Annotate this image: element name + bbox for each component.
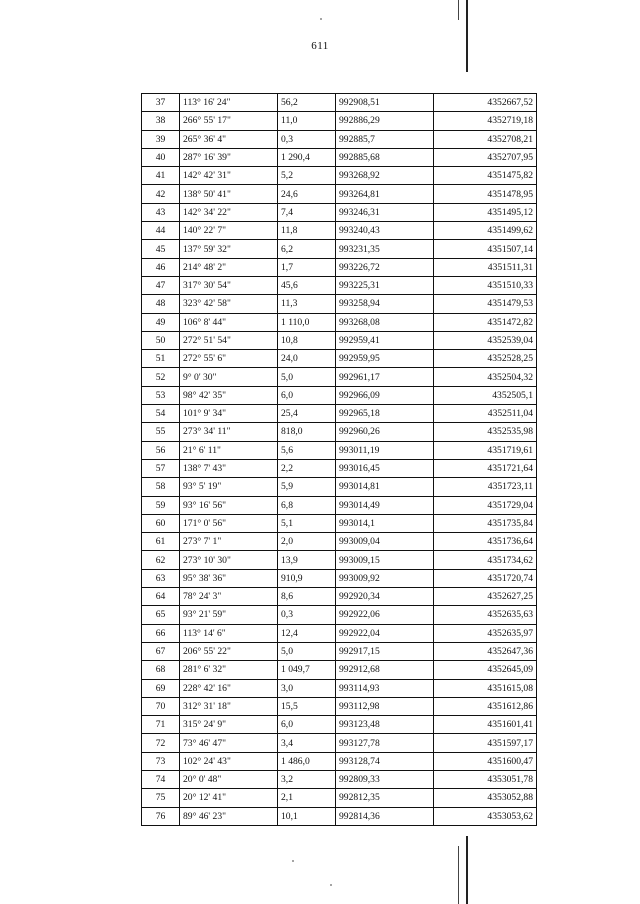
table-row (142, 807, 537, 825)
y-coordinate-cell: 4351597,17 (434, 734, 537, 752)
segment-length-cell: 45,6 (278, 276, 336, 294)
y-coordinate-cell: 4353051,78 (434, 770, 537, 788)
segment-length-cell: 1 110,0 (278, 313, 336, 331)
point-number-cell: 56 (142, 441, 180, 459)
bearing-angle-cell: 281° 6' 32" (180, 661, 278, 679)
x-coordinate-cell: 993011,19 (336, 441, 434, 459)
y-coordinate-cell: 4351511,31 (434, 258, 537, 276)
segment-length-cell: 5,2 (278, 167, 336, 185)
point-number-cell: 59 (142, 496, 180, 514)
scan-margin-line-bottom-inner (458, 846, 459, 904)
y-coordinate-cell: 4352645,09 (434, 661, 537, 679)
segment-length-cell: 1,7 (278, 258, 336, 276)
table-row (142, 789, 537, 807)
y-coordinate-cell: 4351479,53 (434, 295, 537, 313)
bearing-angle-cell: 9° 0' 30" (180, 368, 278, 386)
scan-speck (320, 18, 322, 20)
point-number-cell: 71 (142, 716, 180, 734)
segment-length-cell: 6,8 (278, 496, 336, 514)
table-row (142, 697, 537, 715)
x-coordinate-cell: 993014,81 (336, 478, 434, 496)
y-coordinate-cell: 4351478,95 (434, 185, 537, 203)
x-coordinate-cell: 993014,1 (336, 514, 434, 532)
bearing-angle-cell: 317° 30' 54" (180, 276, 278, 294)
y-coordinate-cell: 4351721,64 (434, 459, 537, 477)
point-number-cell: 63 (142, 569, 180, 587)
table-row (142, 148, 537, 166)
bearing-angle-cell: 93° 5' 19" (180, 478, 278, 496)
x-coordinate-cell: 992922,04 (336, 624, 434, 642)
y-coordinate-cell: 4352635,63 (434, 606, 537, 624)
table-row (142, 331, 537, 349)
segment-length-cell: 910,9 (278, 569, 336, 587)
y-coordinate-cell: 4351720,74 (434, 569, 537, 587)
bearing-angle-cell: 78° 24' 3" (180, 588, 278, 606)
table-row (142, 130, 537, 148)
point-number-cell: 37 (142, 94, 180, 112)
segment-length-cell: 6,0 (278, 716, 336, 734)
segment-length-cell: 8,6 (278, 588, 336, 606)
table-row (142, 734, 537, 752)
y-coordinate-cell: 4351472,82 (434, 313, 537, 331)
point-number-cell: 39 (142, 130, 180, 148)
x-coordinate-cell: 993240,43 (336, 222, 434, 240)
point-number-cell: 73 (142, 752, 180, 770)
page-number: 611 (311, 40, 329, 52)
bearing-angle-cell: 20° 12' 41" (180, 789, 278, 807)
bearing-angle-cell: 93° 16' 56" (180, 496, 278, 514)
segment-length-cell: 3,4 (278, 734, 336, 752)
segment-length-cell: 11,0 (278, 112, 336, 130)
y-coordinate-cell: 4351499,62 (434, 222, 537, 240)
segment-length-cell: 24,6 (278, 185, 336, 203)
bearing-angle-cell: 287° 16' 39" (180, 148, 278, 166)
table-row (142, 350, 537, 368)
bearing-angle-cell: 101° 9' 34" (180, 405, 278, 423)
segment-length-cell: 5,1 (278, 514, 336, 532)
x-coordinate-cell: 992966,09 (336, 386, 434, 404)
segment-length-cell: 0,3 (278, 130, 336, 148)
table-row (142, 222, 537, 240)
y-coordinate-cell: 4352719,18 (434, 112, 537, 130)
y-coordinate-cell: 4351729,04 (434, 496, 537, 514)
table-row (142, 441, 537, 459)
table-row (142, 588, 537, 606)
bearing-angle-cell: 20° 0' 48" (180, 770, 278, 788)
table-row (142, 185, 537, 203)
y-coordinate-cell: 4351734,62 (434, 551, 537, 569)
table-row (142, 203, 537, 221)
point-number-cell: 52 (142, 368, 180, 386)
segment-length-cell: 818,0 (278, 423, 336, 441)
x-coordinate-cell: 993246,31 (336, 203, 434, 221)
y-coordinate-cell: 4351719,61 (434, 441, 537, 459)
segment-length-cell: 6,2 (278, 240, 336, 258)
bearing-angle-cell: 140° 22' 7" (180, 222, 278, 240)
point-number-cell: 72 (142, 734, 180, 752)
y-coordinate-cell: 4352504,32 (434, 368, 537, 386)
point-number-cell: 49 (142, 313, 180, 331)
point-number-cell: 68 (142, 661, 180, 679)
table-row (142, 368, 537, 386)
x-coordinate-cell: 992885,68 (336, 148, 434, 166)
bearing-angle-cell: 323° 42' 58" (180, 295, 278, 313)
x-coordinate-cell: 992920,34 (336, 588, 434, 606)
x-coordinate-cell: 992922,06 (336, 606, 434, 624)
y-coordinate-cell: 4352511,04 (434, 405, 537, 423)
x-coordinate-cell: 993014,49 (336, 496, 434, 514)
point-number-cell: 58 (142, 478, 180, 496)
x-coordinate-cell: 992886,29 (336, 112, 434, 130)
point-number-cell: 40 (142, 148, 180, 166)
x-coordinate-cell: 993268,92 (336, 167, 434, 185)
point-number-cell: 53 (142, 386, 180, 404)
x-coordinate-cell: 993268,08 (336, 313, 434, 331)
y-coordinate-cell: 4352627,25 (434, 588, 537, 606)
bearing-angle-cell: 93° 21' 59" (180, 606, 278, 624)
bearing-angle-cell: 106° 8' 44" (180, 313, 278, 331)
bearing-angle-cell: 214° 48' 2" (180, 258, 278, 276)
segment-length-cell: 5,0 (278, 368, 336, 386)
y-coordinate-cell: 4352667,52 (434, 94, 537, 112)
point-number-cell: 76 (142, 807, 180, 825)
bearing-angle-cell: 73° 46' 47" (180, 734, 278, 752)
segment-length-cell: 3,0 (278, 679, 336, 697)
segment-length-cell: 6,0 (278, 386, 336, 404)
table-row (142, 551, 537, 569)
table-row (142, 240, 537, 258)
segment-length-cell: 3,2 (278, 770, 336, 788)
point-number-cell: 54 (142, 405, 180, 423)
x-coordinate-cell: 992885,7 (336, 130, 434, 148)
point-number-cell: 65 (142, 606, 180, 624)
bearing-angle-cell: 138° 50' 41" (180, 185, 278, 203)
table-row (142, 167, 537, 185)
segment-length-cell: 12,4 (278, 624, 336, 642)
x-coordinate-cell: 993114,93 (336, 679, 434, 697)
table-row (142, 94, 537, 112)
bearing-angle-cell: 315° 24' 9" (180, 716, 278, 734)
point-number-cell: 60 (142, 514, 180, 532)
segment-length-cell: 2,2 (278, 459, 336, 477)
x-coordinate-cell: 993016,45 (336, 459, 434, 477)
y-coordinate-cell: 4352708,21 (434, 130, 537, 148)
table-row (142, 533, 537, 551)
scan-margin-line-top-inner (458, 0, 459, 20)
point-number-cell: 38 (142, 112, 180, 130)
y-coordinate-cell: 4352647,36 (434, 642, 537, 660)
bearing-angle-cell: 137° 59' 32" (180, 240, 278, 258)
table-row (142, 606, 537, 624)
point-number-cell: 55 (142, 423, 180, 441)
segment-length-cell: 7,4 (278, 203, 336, 221)
y-coordinate-cell: 4353053,62 (434, 807, 537, 825)
table-row (142, 258, 537, 276)
bearing-angle-cell: 138° 7' 43" (180, 459, 278, 477)
point-number-cell: 64 (142, 588, 180, 606)
point-number-cell: 62 (142, 551, 180, 569)
segment-length-cell: 1 049,7 (278, 661, 336, 679)
x-coordinate-cell: 993225,31 (336, 276, 434, 294)
x-coordinate-cell: 992965,18 (336, 405, 434, 423)
segment-length-cell: 5,9 (278, 478, 336, 496)
segment-length-cell: 25,4 (278, 405, 336, 423)
y-coordinate-cell: 4352707,95 (434, 148, 537, 166)
segment-length-cell: 5,6 (278, 441, 336, 459)
y-coordinate-cell: 4353052,88 (434, 789, 537, 807)
bearing-angle-cell: 95° 38' 36" (180, 569, 278, 587)
bearing-angle-cell: 142° 42' 31" (180, 167, 278, 185)
point-number-cell: 44 (142, 222, 180, 240)
scan-speck (292, 860, 294, 862)
scan-margin-line-bottom (466, 836, 468, 904)
point-number-cell: 61 (142, 533, 180, 551)
table-row (142, 716, 537, 734)
x-coordinate-cell: 993123,48 (336, 716, 434, 734)
segment-length-cell: 11,3 (278, 295, 336, 313)
scan-speck (330, 884, 332, 886)
bearing-angle-cell: 228° 42' 16" (180, 679, 278, 697)
point-number-cell: 69 (142, 679, 180, 697)
segment-length-cell: 10,8 (278, 331, 336, 349)
bearing-angle-cell: 102° 24' 43" (180, 752, 278, 770)
scan-margin-line-top (466, 0, 468, 72)
table-row (142, 295, 537, 313)
table-row (142, 752, 537, 770)
table-row (142, 642, 537, 660)
x-coordinate-cell: 992912,68 (336, 661, 434, 679)
table-row (142, 112, 537, 130)
bearing-angle-cell: 272° 55' 6" (180, 350, 278, 368)
table-row (142, 624, 537, 642)
y-coordinate-cell: 4351736,64 (434, 533, 537, 551)
x-coordinate-cell: 993112,98 (336, 697, 434, 715)
y-coordinate-cell: 4351612,86 (434, 697, 537, 715)
point-number-cell: 51 (142, 350, 180, 368)
x-coordinate-cell: 992814,36 (336, 807, 434, 825)
bearing-angle-cell: 21° 6' 11" (180, 441, 278, 459)
y-coordinate-cell: 4352539,04 (434, 331, 537, 349)
table-row (142, 313, 537, 331)
table-row (142, 276, 537, 294)
point-number-cell: 66 (142, 624, 180, 642)
point-number-cell: 43 (142, 203, 180, 221)
segment-length-cell: 1 486,0 (278, 752, 336, 770)
x-coordinate-cell: 993231,35 (336, 240, 434, 258)
y-coordinate-cell: 4351495,12 (434, 203, 537, 221)
bearing-angle-cell: 312° 31' 18" (180, 697, 278, 715)
table-row (142, 478, 537, 496)
bearing-angle-cell: 273° 34' 11" (180, 423, 278, 441)
x-coordinate-cell: 992961,17 (336, 368, 434, 386)
x-coordinate-cell: 993009,92 (336, 569, 434, 587)
bearing-angle-cell: 206° 55' 22" (180, 642, 278, 660)
segment-length-cell: 0,3 (278, 606, 336, 624)
y-coordinate-cell: 4352635,97 (434, 624, 537, 642)
bearing-angle-cell: 266° 55' 17" (180, 112, 278, 130)
y-coordinate-cell: 4351601,41 (434, 716, 537, 734)
segment-length-cell: 56,2 (278, 94, 336, 112)
x-coordinate-cell: 993009,15 (336, 551, 434, 569)
point-number-cell: 74 (142, 770, 180, 788)
x-coordinate-cell: 993264,81 (336, 185, 434, 203)
bearing-angle-cell: 265° 36' 4" (180, 130, 278, 148)
table-row (142, 770, 537, 788)
point-number-cell: 67 (142, 642, 180, 660)
y-coordinate-cell: 4351507,14 (434, 240, 537, 258)
point-number-cell: 50 (142, 331, 180, 349)
segment-length-cell: 13,9 (278, 551, 336, 569)
x-coordinate-cell: 993226,72 (336, 258, 434, 276)
bearing-angle-cell: 171° 0' 56" (180, 514, 278, 532)
bearing-angle-cell: 273° 7' 1" (180, 533, 278, 551)
point-number-cell: 70 (142, 697, 180, 715)
segment-length-cell: 11,8 (278, 222, 336, 240)
table-row (142, 459, 537, 477)
x-coordinate-cell: 992908,51 (336, 94, 434, 112)
x-coordinate-cell: 992959,95 (336, 350, 434, 368)
coordinates-table (141, 93, 537, 826)
bearing-angle-cell: 272° 51' 54" (180, 331, 278, 349)
table-row (142, 496, 537, 514)
segment-length-cell: 5,0 (278, 642, 336, 660)
x-coordinate-cell: 993258,94 (336, 295, 434, 313)
segment-length-cell: 10,1 (278, 807, 336, 825)
y-coordinate-cell: 4351475,82 (434, 167, 537, 185)
coordinates-table-body (142, 94, 537, 826)
y-coordinate-cell: 4351600,47 (434, 752, 537, 770)
y-coordinate-cell: 4351615,08 (434, 679, 537, 697)
table-row (142, 661, 537, 679)
y-coordinate-cell: 4351735,84 (434, 514, 537, 532)
bearing-angle-cell: 113° 16' 24" (180, 94, 278, 112)
table-row (142, 569, 537, 587)
segment-length-cell: 1 290,4 (278, 148, 336, 166)
x-coordinate-cell: 993127,78 (336, 734, 434, 752)
y-coordinate-cell: 4352505,1 (434, 386, 537, 404)
bearing-angle-cell: 89° 46' 23" (180, 807, 278, 825)
y-coordinate-cell: 4352528,25 (434, 350, 537, 368)
point-number-cell: 75 (142, 789, 180, 807)
table-row (142, 405, 537, 423)
point-number-cell: 45 (142, 240, 180, 258)
table-row (142, 679, 537, 697)
point-number-cell: 42 (142, 185, 180, 203)
x-coordinate-cell: 993009,04 (336, 533, 434, 551)
y-coordinate-cell: 4352535,98 (434, 423, 537, 441)
segment-length-cell: 2,1 (278, 789, 336, 807)
point-number-cell: 47 (142, 276, 180, 294)
point-number-cell: 57 (142, 459, 180, 477)
point-number-cell: 41 (142, 167, 180, 185)
bearing-angle-cell: 98° 42' 35" (180, 386, 278, 404)
table-row (142, 514, 537, 532)
bearing-angle-cell: 273° 10' 30" (180, 551, 278, 569)
x-coordinate-cell: 992812,35 (336, 789, 434, 807)
segment-length-cell: 15,5 (278, 697, 336, 715)
segment-length-cell: 2,0 (278, 533, 336, 551)
y-coordinate-cell: 4351510,33 (434, 276, 537, 294)
segment-length-cell: 24,0 (278, 350, 336, 368)
y-coordinate-cell: 4351723,11 (434, 478, 537, 496)
x-coordinate-cell: 992959,41 (336, 331, 434, 349)
x-coordinate-cell: 992809,33 (336, 770, 434, 788)
bearing-angle-cell: 142° 34' 22" (180, 203, 278, 221)
x-coordinate-cell: 993128,74 (336, 752, 434, 770)
table-row (142, 386, 537, 404)
point-number-cell: 48 (142, 295, 180, 313)
point-number-cell: 46 (142, 258, 180, 276)
table-row (142, 423, 537, 441)
x-coordinate-cell: 992960,26 (336, 423, 434, 441)
bearing-angle-cell: 113° 14' 6" (180, 624, 278, 642)
x-coordinate-cell: 992917,15 (336, 642, 434, 660)
